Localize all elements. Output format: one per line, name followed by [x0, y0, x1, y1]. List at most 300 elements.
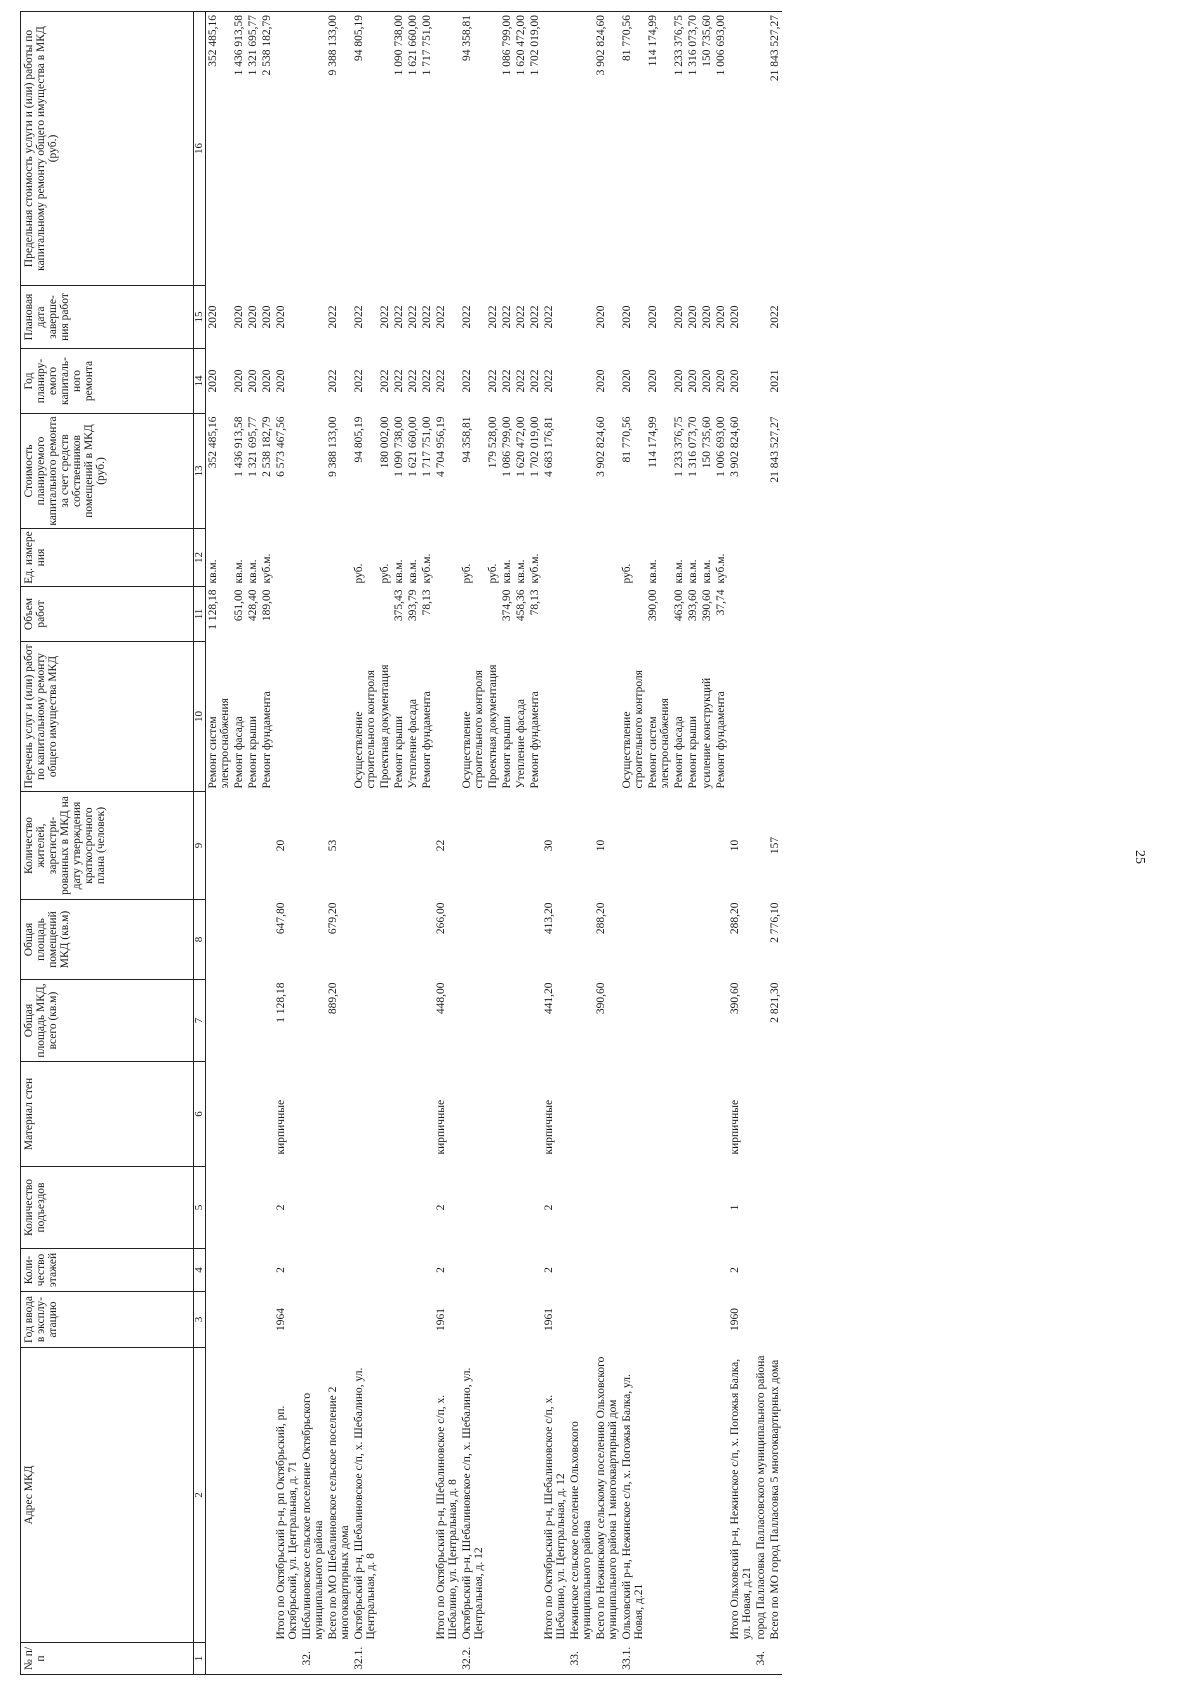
- table-cell: [246, 1167, 260, 1249]
- table-cell: 2022: [515, 369, 527, 393]
- table-cell: 1 233 376,75: [672, 12, 686, 286]
- table-cell: 9 388 133,00: [326, 12, 352, 286]
- table-cell: 94 358,81: [460, 12, 486, 286]
- table-row: [300, 12, 326, 1675]
- table-cell: [486, 587, 500, 642]
- table-cell: [300, 529, 326, 587]
- table-row: [406, 12, 420, 1675]
- table-cell: 2020: [701, 369, 713, 393]
- column-header-14: Год планиру-емого капиталь-ного ремонта: [21, 349, 194, 414]
- table-cell: 2020: [247, 369, 259, 393]
- table-cell: [514, 792, 528, 900]
- table-cell: Ремонт систем электроснабжения: [647, 698, 671, 789]
- table-cell: [686, 980, 700, 1062]
- table-row: [460, 12, 486, 1675]
- table-cell: 2020: [621, 369, 633, 393]
- table-cell: 2020: [233, 369, 245, 393]
- table-cell: [672, 1249, 686, 1292]
- table-cell: [420, 1643, 434, 1675]
- table-cell: [326, 529, 352, 587]
- table-cell: [620, 1062, 646, 1167]
- column-number: 14: [194, 349, 206, 414]
- table-cell: [568, 1062, 594, 1167]
- table-cell: 150 735,60: [701, 416, 713, 469]
- table-cell: [232, 792, 246, 900]
- table-cell: 2022: [353, 305, 365, 329]
- table-cell: [420, 1348, 434, 1643]
- table-cell: 2022: [379, 369, 391, 393]
- table-cell: Октябрьский р-н, Шебалиновское с/п, х. Шебалино, ул. Центральная, д. 12: [461, 1367, 485, 1640]
- table-cell: [460, 1292, 486, 1348]
- table-cell: 2022: [461, 305, 473, 329]
- table-cell: [528, 1249, 542, 1292]
- table-cell: [514, 1348, 528, 1643]
- table-cell: [232, 900, 246, 980]
- table-row: [378, 12, 392, 1675]
- table-cell: Ремонт фундамента: [715, 691, 727, 789]
- table-cell: [326, 642, 352, 792]
- table-cell: Итого по Октябрьский р-н, Шебалиновское с/п, х. Шебалино, ул. Центральная, д. 12: [543, 1394, 567, 1640]
- table-cell: [378, 1348, 392, 1643]
- table-cell: [378, 1249, 392, 1292]
- table-cell: [568, 414, 594, 529]
- table-cell: 34.: [754, 1643, 768, 1675]
- table-cell: 2022: [393, 305, 405, 329]
- table-cell: 2020: [247, 305, 259, 329]
- table-cell: [460, 900, 486, 980]
- table-cell: [378, 900, 392, 980]
- table-cell: [352, 587, 378, 642]
- table-cell: [568, 529, 594, 587]
- table-cell: 2022: [421, 369, 433, 393]
- table-cell: 81 770,56: [620, 12, 646, 286]
- table-cell: 1960: [729, 1308, 741, 1331]
- table-row: [434, 12, 460, 1675]
- table-cell: [568, 12, 594, 286]
- table-cell: [486, 792, 500, 900]
- table-cell: Осуществление строительного контроля: [621, 670, 645, 789]
- table-cell: [486, 12, 500, 286]
- table-cell: [646, 1062, 672, 1167]
- table-cell: [500, 900, 514, 980]
- table-cell: 2020: [729, 305, 741, 329]
- table-cell: руб.: [621, 563, 633, 584]
- table-cell: 352 485,16: [207, 416, 219, 469]
- table-cell: [728, 529, 754, 587]
- table-cell: [754, 1249, 768, 1292]
- table-cell: [714, 980, 728, 1062]
- table-cell: [486, 1292, 500, 1348]
- table-cell: [620, 792, 646, 900]
- table-cell: Всего по Нежинскому сельскому поселению Ольховского муниципального района 1 многоквартирный дом: [595, 1356, 619, 1640]
- table-cell: [300, 349, 326, 414]
- table-cell: [392, 1249, 406, 1292]
- table-cell: [420, 1292, 434, 1348]
- table-cell: 2020: [261, 369, 273, 393]
- table-cell: 2 538 182,79: [260, 12, 274, 286]
- table-cell: [714, 1292, 728, 1348]
- column-header-4: Коли-чество этажей: [21, 1249, 194, 1292]
- table-cell: [528, 1643, 542, 1675]
- table-cell: 2020: [701, 305, 713, 329]
- table-cell: [300, 414, 326, 529]
- table-cell: [768, 529, 782, 587]
- column-number: 12: [194, 529, 206, 587]
- table-cell: 2022: [487, 369, 499, 393]
- table-cell: [528, 900, 542, 980]
- column-header-3: Год ввода в эксплу-атацию: [21, 1292, 194, 1348]
- table-cell: Осуществление строительного контроля: [353, 670, 377, 789]
- table-cell: [326, 1062, 352, 1167]
- table-cell: 2 776,10: [769, 902, 781, 943]
- table-cell: [528, 1348, 542, 1643]
- table-cell: Шебалиновское сельское поселение Октябрьского муниципального района: [301, 1392, 325, 1640]
- column-header-1: № п/п: [21, 1643, 194, 1675]
- table-cell: [646, 1643, 672, 1675]
- column-number: 4: [194, 1249, 206, 1292]
- table-cell: [672, 900, 686, 980]
- table-cell: [768, 1292, 782, 1348]
- table-cell: Ремонт систем электроснабжения: [207, 698, 231, 789]
- table-cell: 2022: [421, 305, 433, 329]
- table-cell: [378, 1292, 392, 1348]
- table-cell: 2022: [407, 369, 419, 393]
- table-cell: [500, 1348, 514, 1643]
- table-cell: Ремонт крыши: [687, 715, 699, 789]
- table-row: [528, 12, 542, 1675]
- table-cell: [300, 1292, 326, 1348]
- table-cell: [406, 792, 420, 900]
- table-cell: 2020: [261, 305, 273, 329]
- table-cell: [594, 1292, 620, 1348]
- table-cell: 6 573 467,56: [275, 416, 287, 477]
- table-cell: Итого по Октябрьский р-н, Шебалиновское с/п, х. Шебалино, ул. Центральная, д. 8: [435, 1394, 459, 1640]
- table-cell: [300, 792, 326, 900]
- table-cell: [300, 12, 326, 286]
- table-cell: [232, 1643, 246, 1675]
- table-cell: 189,00: [261, 589, 273, 622]
- table-cell: 1 621 660,00: [406, 12, 420, 286]
- table-cell: 2022: [327, 305, 339, 329]
- table-cell: [700, 980, 714, 1062]
- table-cell: 651,00: [233, 589, 245, 622]
- table-cell: Проектная документация: [487, 664, 499, 789]
- table-cell: [232, 1062, 246, 1167]
- table-cell: 2020: [687, 369, 699, 393]
- table-cell: Нежинское сельское поселение Ольховского муниципального района: [569, 1421, 593, 1640]
- table-cell: [620, 1167, 646, 1249]
- table-cell: [392, 1643, 406, 1675]
- table-cell: 1 128,18: [275, 982, 287, 1023]
- table-cell: [460, 792, 486, 900]
- column-number: 9: [194, 792, 206, 900]
- table-cell: [420, 792, 434, 900]
- table-cell: [528, 1292, 542, 1348]
- table-cell: [672, 1062, 686, 1167]
- table-cell: [700, 1167, 714, 1249]
- table-cell: [232, 1292, 246, 1348]
- table-cell: 2020: [729, 369, 741, 393]
- table-cell: Ремонт фундамента: [421, 691, 433, 789]
- table-cell: кв.м.: [647, 559, 659, 584]
- table-cell: [500, 792, 514, 900]
- table-cell: [460, 1167, 486, 1249]
- table-cell: [246, 1249, 260, 1292]
- table-cell: 1 233 376,75: [673, 416, 685, 477]
- table-cell: Осуществление строительного контроля: [461, 670, 485, 789]
- table-cell: 33.1.: [620, 1643, 646, 1675]
- table-cell: кв.м.: [393, 559, 405, 584]
- table-cell: [768, 1062, 782, 1167]
- table-cell: 2022: [435, 305, 447, 329]
- table-cell: [300, 1249, 326, 1292]
- table-cell: 2022: [529, 369, 541, 393]
- table-cell: [568, 1167, 594, 1249]
- table-cell: [500, 1643, 514, 1675]
- column-header-10: Перечень услуг и (или) работ по капитальному ремонту общего имущества МКД: [21, 642, 194, 792]
- table-cell: Итого по Октябрьский р-н, рп Октябрьский, рп. Октябрьский, ул. Центральная, д. 71: [275, 1405, 299, 1640]
- table-cell: [568, 642, 594, 792]
- table-cell: Проектная документация: [379, 664, 391, 789]
- table-cell: [620, 1249, 646, 1292]
- table-cell: [620, 900, 646, 980]
- table-cell: [378, 12, 392, 286]
- table-cell: [486, 980, 500, 1062]
- table-cell: [646, 792, 672, 900]
- table-cell: [260, 1292, 274, 1348]
- table-cell: [246, 1643, 260, 1675]
- table-cell: Итого Ольховский р-н, Нежинское с/п, х. Погожья Балка, ул. Новая, д.21: [729, 1358, 753, 1640]
- table-cell: Ремонт крыши: [393, 715, 405, 789]
- table-cell: кв.м.: [673, 559, 685, 584]
- table-cell: 1 006 693,00: [715, 416, 727, 477]
- table-cell: [434, 642, 460, 792]
- table-cell: [300, 642, 326, 792]
- table-cell: [486, 1643, 500, 1675]
- table-cell: [378, 1167, 392, 1249]
- table-cell: 390,60: [729, 982, 741, 1015]
- table-cell: 32.1.: [352, 1643, 378, 1675]
- table-cell: [300, 587, 326, 642]
- table-cell: [246, 1348, 260, 1643]
- table-cell: [392, 792, 406, 900]
- table-cell: [232, 1249, 246, 1292]
- table-cell: [646, 1348, 672, 1643]
- table-cell: Ремонт крыши: [501, 715, 513, 789]
- table-cell: Всего по МО город Палласовка 5 многоквартирных дома: [769, 1359, 781, 1640]
- table-cell: кирпичные: [729, 1099, 741, 1155]
- table-cell: [326, 1167, 352, 1249]
- table-row: [352, 12, 378, 1675]
- column-number: 16: [194, 12, 206, 286]
- column-number: 6: [194, 1062, 206, 1167]
- table-cell: [768, 642, 782, 792]
- table-cell: [486, 1348, 500, 1643]
- table-row: [274, 12, 300, 1675]
- table-cell: 2020: [715, 369, 727, 393]
- repair-plan-table: [20, 11, 782, 1675]
- table-cell: 2 821,30: [769, 982, 781, 1023]
- table-cell: [620, 587, 646, 642]
- table-cell: 1 621 660,00: [407, 416, 419, 477]
- table-cell: [700, 1062, 714, 1167]
- column-header-12: Ед. измере ния: [21, 529, 194, 587]
- table-cell: 1 717 751,00: [421, 416, 433, 477]
- table-cell: 2: [435, 1204, 447, 1211]
- table-row: [754, 12, 768, 1675]
- table-cell: [206, 1249, 233, 1292]
- table-body: [194, 12, 783, 1675]
- column-header-11: Объем работ: [21, 587, 194, 642]
- table-cell: [246, 1292, 260, 1348]
- table-cell: 2020: [275, 369, 287, 393]
- table-cell: [274, 642, 300, 792]
- table-cell: [420, 1062, 434, 1167]
- table-cell: Октябрьский р-н, Шебалиновское с/п, х. Шебалино, ул. Центральная, д. 8: [353, 1367, 377, 1640]
- table-cell: 393,79: [407, 589, 419, 622]
- table-row: [568, 12, 594, 1675]
- table-cell: 33.: [568, 1643, 594, 1675]
- table-cell: [594, 529, 620, 587]
- table-cell: [646, 1249, 672, 1292]
- table-cell: Ремонт фундамента: [529, 691, 541, 789]
- table-cell: [420, 1249, 434, 1292]
- table-cell: [754, 792, 768, 900]
- table-cell: Ольховский р-н, Нежинское с/п, х. Погожья Балка, ул. Новая, д.21: [621, 1374, 645, 1640]
- column-header-6: Материал стен: [21, 1062, 194, 1167]
- table-row: [594, 12, 620, 1675]
- table-cell: 1 436 913,58: [233, 416, 245, 477]
- column-number: 13: [194, 414, 206, 529]
- table-row: [620, 12, 646, 1675]
- table-cell: [246, 792, 260, 900]
- table-cell: [568, 900, 594, 980]
- table-cell: [352, 1062, 378, 1167]
- table-cell: [500, 980, 514, 1062]
- table-cell: [260, 1167, 274, 1249]
- table-cell: 2022: [379, 305, 391, 329]
- table-cell: 4 683 176,81: [543, 416, 555, 477]
- table-row: [768, 12, 782, 1675]
- table-cell: 3 902 824,60: [729, 416, 741, 477]
- table-cell: [406, 1643, 420, 1675]
- table-cell: куб.м.: [421, 553, 433, 584]
- table-cell: 2022: [487, 305, 499, 329]
- table-cell: [542, 529, 568, 587]
- table-cell: [754, 529, 768, 587]
- table-cell: [300, 980, 326, 1062]
- table-cell: 94 358,81: [461, 416, 473, 463]
- table-cell: [568, 792, 594, 900]
- column-header-2: Адрес МКД: [21, 1348, 194, 1643]
- table-cell: [700, 792, 714, 900]
- table-cell: [672, 1643, 686, 1675]
- table-cell: 458,36: [515, 589, 527, 622]
- table-cell: 157: [769, 836, 781, 855]
- table-cell: 2020: [715, 305, 727, 329]
- table-cell: кв.м.: [407, 559, 419, 584]
- column-number: 5: [194, 1167, 206, 1249]
- table-cell: [378, 980, 392, 1062]
- table-cell: 2: [275, 1267, 287, 1273]
- table-cell: [620, 1292, 646, 1348]
- table-cell: 30: [543, 839, 555, 852]
- table-cell: [514, 1062, 528, 1167]
- table-cell: 2020: [233, 305, 245, 329]
- table-cell: [714, 1062, 728, 1167]
- table-cell: [352, 1167, 378, 1249]
- table-cell: [714, 792, 728, 900]
- table-cell: [700, 900, 714, 980]
- table-cell: [754, 12, 768, 286]
- table-cell: 2022: [543, 305, 555, 329]
- table-cell: [686, 1292, 700, 1348]
- table-cell: [260, 900, 274, 980]
- table-cell: [420, 1167, 434, 1249]
- table-cell: 441,20: [543, 982, 555, 1015]
- table-cell: кирпичные: [435, 1099, 447, 1155]
- table-cell: [672, 1348, 686, 1643]
- column-header-5: Количество подъездов: [21, 1167, 194, 1249]
- table-cell: [232, 980, 246, 1062]
- table-cell: 2022: [529, 305, 541, 329]
- table-cell: 679,20: [327, 902, 339, 935]
- table-cell: [326, 1643, 352, 1675]
- table-cell: [594, 1167, 620, 1249]
- table-cell: [206, 980, 233, 1062]
- table-cell: [500, 1292, 514, 1348]
- table-cell: 2022: [393, 369, 405, 393]
- table-cell: Ремонт фасада: [673, 716, 685, 789]
- table-cell: [754, 980, 768, 1062]
- table-cell: [500, 1249, 514, 1292]
- table-cell: [700, 1643, 714, 1675]
- table-cell: [542, 642, 568, 792]
- table-cell: [500, 1167, 514, 1249]
- table-cell: 9 388 133,00: [327, 416, 339, 477]
- header-row: [21, 12, 194, 1675]
- table-row: [246, 12, 260, 1675]
- table-cell: 114 174,99: [646, 12, 672, 286]
- table-cell: 1 006 693,00: [714, 12, 728, 286]
- table-cell: [672, 1167, 686, 1249]
- table-cell: кирпичные: [275, 1099, 287, 1155]
- table-cell: 2021: [769, 369, 781, 393]
- table-cell: [514, 980, 528, 1062]
- table-cell: руб.: [461, 563, 473, 584]
- column-header-16: Предельная стоимость услуги и (или) работы по капитальному ремонту общего имущества в МКД (руб.): [21, 12, 194, 286]
- table-cell: [754, 414, 768, 529]
- table-cell: кв.м.: [207, 559, 219, 584]
- table-cell: [594, 1062, 620, 1167]
- column-header-8: Общая площадь помещений МКД (кв.м): [21, 900, 194, 980]
- table-cell: [392, 1167, 406, 1249]
- table-cell: 2020: [621, 305, 633, 329]
- table-cell: 2020: [207, 369, 219, 393]
- table-row: [672, 12, 686, 1675]
- table-cell: [714, 1249, 728, 1292]
- table-cell: 114 174,99: [647, 416, 659, 468]
- table-cell: 37,74: [715, 589, 727, 616]
- column-number: 11: [194, 587, 206, 642]
- table-cell: 1 090 738,00: [392, 12, 406, 286]
- table-cell: 78,13: [529, 589, 541, 616]
- table-cell: 2 538 182,79: [261, 416, 273, 477]
- table-cell: [528, 1062, 542, 1167]
- table-cell: 78,13: [421, 589, 433, 616]
- table-cell: 2020: [595, 369, 607, 393]
- table-cell: 2020: [673, 305, 685, 329]
